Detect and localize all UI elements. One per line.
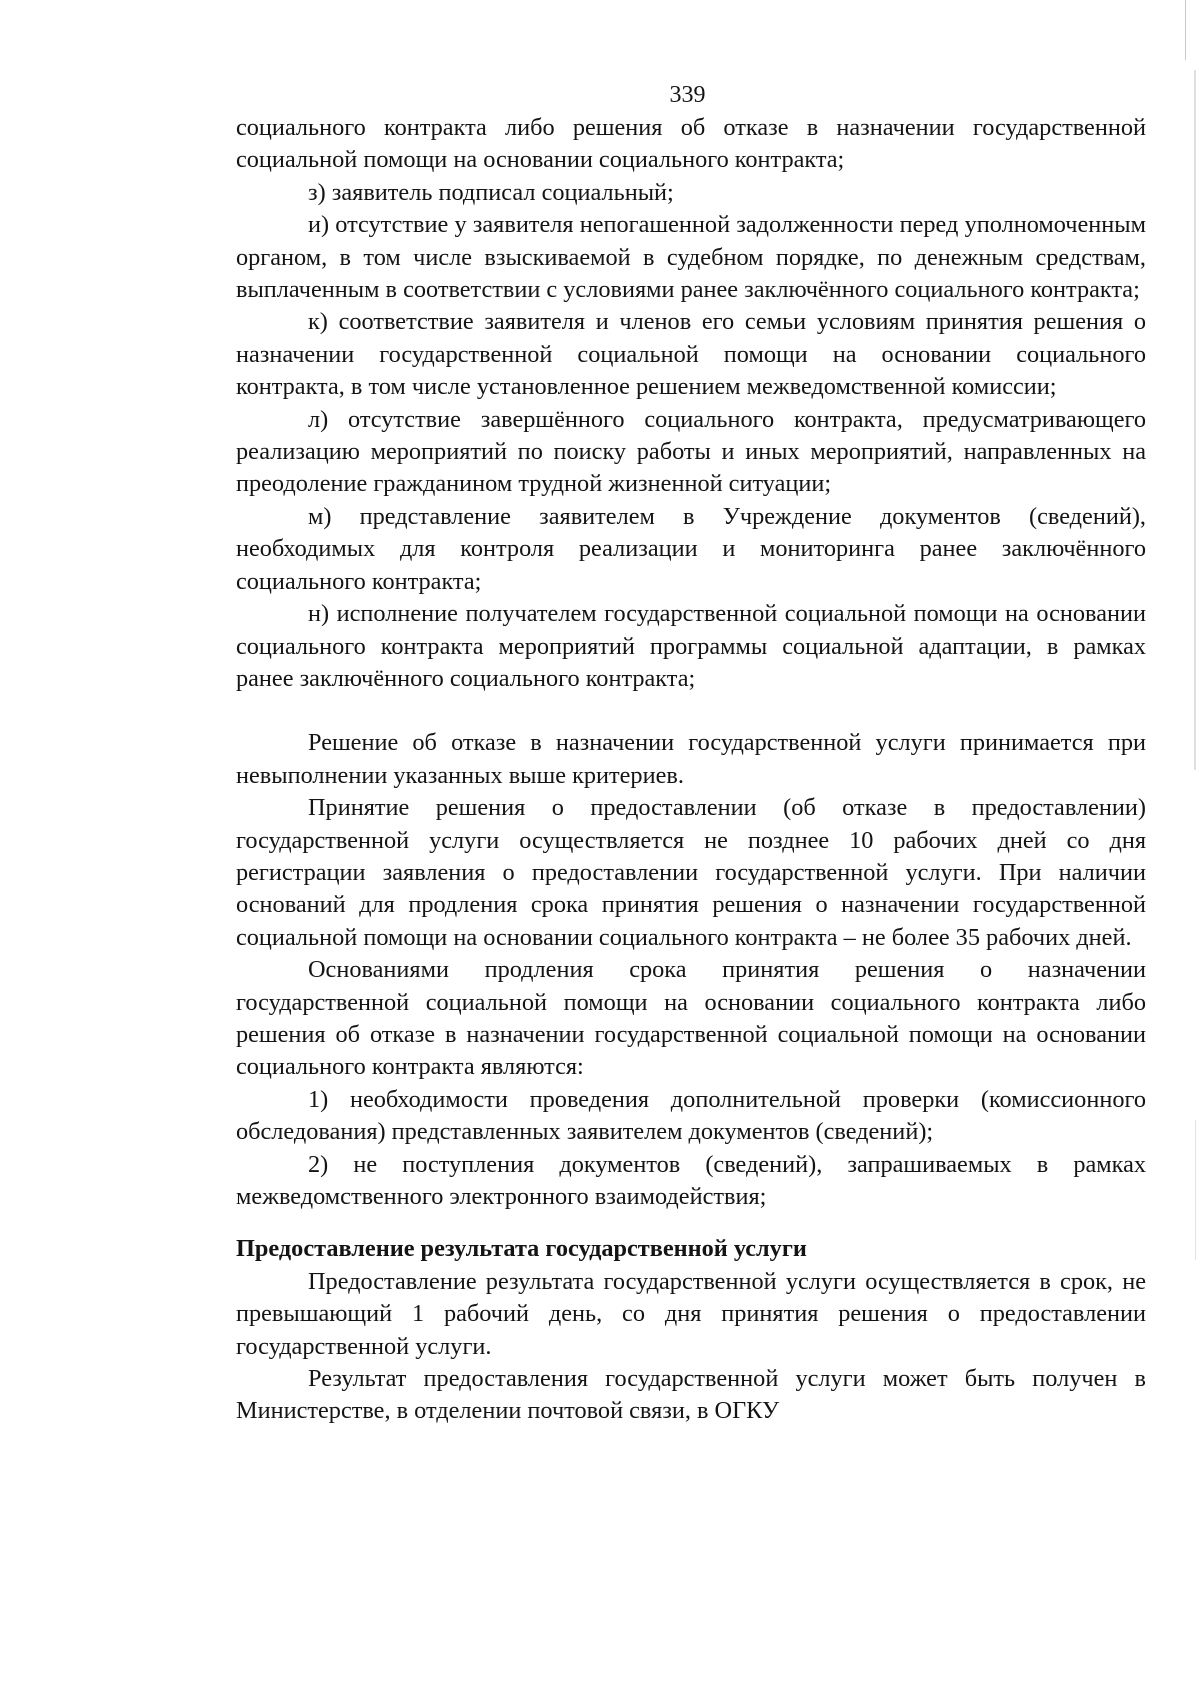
scan-edge-line [1185,0,1186,60]
scan-edge-line [1194,70,1196,770]
blank-line [236,695,1146,727]
paragraph-decision-term: Принятие решения о предоставлении (об отказе в предоставлении) государственной услуги осуществляется не позднее 10 рабочих дней со дня регистрации заявления о предоставлении государственной услуги. При наличии оснований для продления срока принятия решения о назначении государственной социальной помощи на основании социального контракта – не более 35 рабочих дней. [236,794,1146,951]
paragraph-ground-1: 1) необходимости проведения дополнительной проверки (комиссионного обследования) представленных заявителем документов (сведений); [236,1085,1146,1146]
paragraph-result-term: Предоставление результата государственной услуги осуществляется в срок, не превышающий 1 рабочий день, со дня принятия решения о предоставлении государственной услуги. [236,1267,1146,1360]
paragraph-item-n: н) исполнение получателем государственной социальной помощи на основании социального контракта мероприятий программы социальной адаптации, в рамках ранее заключённого социального контракта; [236,600,1146,692]
paragraph-item-m: м) представление заявителем в Учреждение документов (сведений), необходимых для контроля реализации и мониторинга ранее заключённого социального контракта; [236,502,1146,595]
document-body [236,112,1146,1428]
scan-edge-line [1195,1120,1196,1260]
paragraph-item-z: з) заявитель подписал социальный; [308,178,674,206]
paragraph-result-place: Результат предоставления государственной услуги может быть получен в Министерстве, в отделении почтовой связи, в ОГКУ [236,1365,1146,1425]
paragraph-item-l: л) отсутствие завершённого социального контракта, предусматривающего реализацию мероприятий по поиску работы и иных мероприятий, направленных на преодоление гражданином трудной жизненной ситуации; [236,405,1146,498]
section-heading: Предоставление результата государственной услуги [236,1235,807,1263]
paragraph-ground-2: 2) не поступления документов (сведений), запрашиваемых в рамках межведомственного электронного взаимодействия; [236,1150,1146,1210]
page-number: 339 [669,82,706,108]
paragraph-refusal-decision: Решение об отказе в назначении государственной услуги принимается при невыполнении указанных выше критериев. [236,729,1146,789]
paragraph-item-i: и) отсутствие у заявителя непогашенной задолженности перед уполномоченным органом, в том числе взыскиваемой в судебном порядке, по денежным средствам, выплаченным в соответствии с условиями ранее заключённого социального контракта; [236,211,1146,304]
paragraph-extension-grounds: Основаниями продления срока принятия решения о назначении государственной социальной помощи на основании социального контракта либо решения об отказе в назначении государственной социальной помощи на основании социального контракта являются: [236,956,1146,1081]
paragraph-item-k: к) соответствие заявителя и членов его семьи условиям принятия решения о назначении государственной социальной помощи на основании социального контракта, в том числе установленное решением межведомственной комиссии; [236,308,1146,401]
blank-line [236,1213,1146,1233]
paragraph-continuation: социального контракта либо решения об отказе в назначении государственной социальной помощи на основании социального контракта; [236,114,1146,174]
